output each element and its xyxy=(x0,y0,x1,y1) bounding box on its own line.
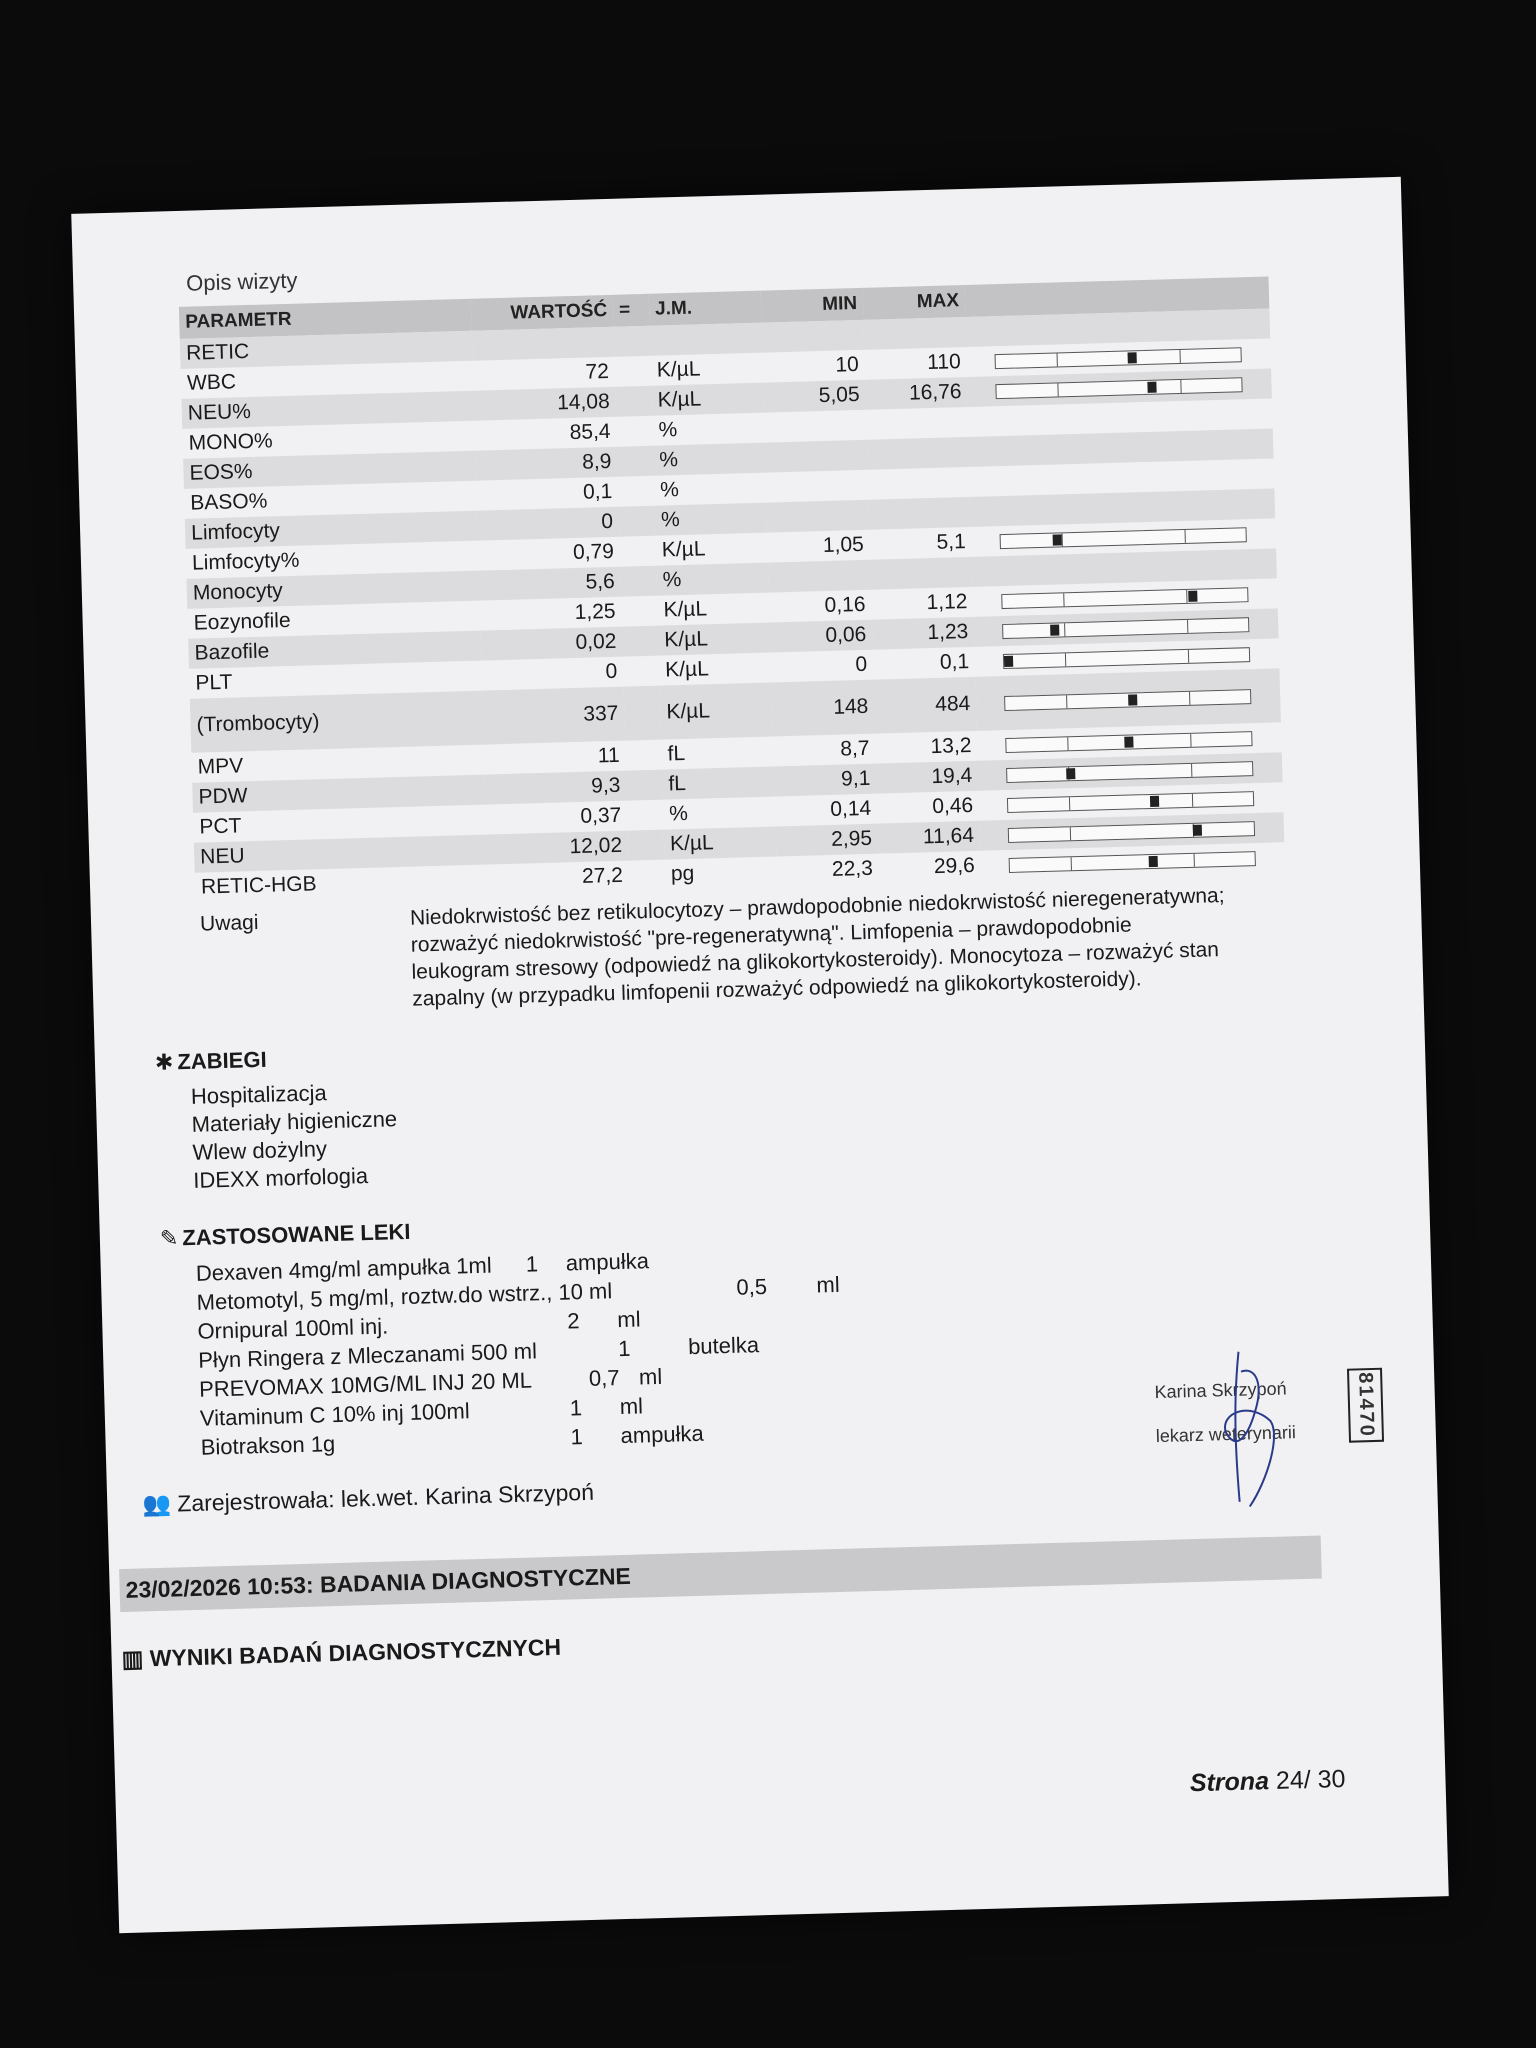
range-marker xyxy=(1149,855,1158,866)
param-eq xyxy=(618,476,655,507)
param-name: WBC xyxy=(186,370,237,395)
param-eq xyxy=(617,446,654,477)
med-unit: ml xyxy=(619,1393,644,1420)
param-max xyxy=(868,467,971,500)
stamp-name: Karina Skrzypoń xyxy=(1154,1378,1287,1403)
range-bar xyxy=(1001,587,1248,609)
param-unit: fL xyxy=(662,766,775,799)
chart-icon: ▥ xyxy=(121,1645,144,1673)
remarks-text: Niedokrwistość bez retikulocytozy – prawdopodobnie niedokrwistość nieregeneratywna; rozważyć niedokrwistość "pre-regeneratywną". Limfopenia – prawdopodobnie leukogram stresowy (odpowiedź na glikokortykosteroidy). Monocytoza – rozważyć stan zapalny (w przypadku limfopenii rozważyć odpowiedź na glikokortykosteroidy). xyxy=(409,883,1225,1011)
range-bar xyxy=(1000,527,1247,549)
param-eq xyxy=(619,536,656,567)
med-name: Płyn Ringera z Mleczanami 500 ml xyxy=(197,1338,538,1373)
param-value: 1,25 xyxy=(574,599,616,624)
param-eq xyxy=(616,416,653,447)
med-qty: 0,5 xyxy=(736,1273,768,1300)
param-unit: % xyxy=(668,801,689,826)
param-value: 0 xyxy=(477,507,620,541)
param-name: RETIC-HGB xyxy=(200,872,317,899)
med-name: Metomotyl, 5 mg/ml, roztw.do wstrz., 10 ml xyxy=(196,1278,613,1315)
param-eq xyxy=(614,326,651,357)
range-bar xyxy=(1009,851,1256,873)
param-value: 27,2 xyxy=(581,863,624,888)
param-min xyxy=(766,470,869,503)
param-eq xyxy=(629,860,666,891)
param-name: PCT xyxy=(199,814,242,839)
list-item: Wlew dożylny xyxy=(192,1136,328,1165)
results-title: WYNIKI BADAŃ DIAGNOSTYCZNYCH xyxy=(149,1633,562,1672)
param-eq xyxy=(628,830,665,861)
asterisk-icon: ✱ xyxy=(154,1049,174,1075)
med-unit: ampułka xyxy=(565,1248,650,1276)
param-max: 0,1 xyxy=(939,650,970,674)
param-max xyxy=(866,407,969,440)
document-content xyxy=(121,241,1307,1673)
param-min: 5,05 xyxy=(763,380,866,413)
param-eq xyxy=(622,626,659,657)
param-max: 11,64 xyxy=(878,821,981,854)
user-icon: 👥 xyxy=(141,1490,172,1518)
param-value: 8,9 xyxy=(475,447,618,481)
med-qty: 1 xyxy=(525,1251,539,1277)
med-qty: 1 xyxy=(569,1395,583,1421)
param-unit: K/µL xyxy=(661,537,706,562)
pill-icon: ✎ xyxy=(159,1225,179,1251)
med-qty: 1 xyxy=(617,1335,631,1362)
range-bar xyxy=(995,347,1242,369)
range-marker xyxy=(1189,590,1198,601)
param-min: 22,3 xyxy=(831,856,874,881)
med-name: Vitaminum C 10% inj 100ml xyxy=(199,1398,470,1431)
med-name: Dexaven 4mg/ml ampułka 1ml xyxy=(195,1252,493,1286)
list-item: Hospitalizacja xyxy=(190,1080,327,1109)
param-max xyxy=(864,317,967,350)
param-unit: % xyxy=(656,563,769,596)
range-bar xyxy=(1003,647,1250,669)
param-max: 16,76 xyxy=(865,377,968,410)
param-value: 85,4 xyxy=(569,419,611,445)
param-min: 2,95 xyxy=(776,824,879,857)
registered-by xyxy=(142,1459,1302,1518)
list-item: IDEXX morfologia xyxy=(192,1162,369,1193)
param-unit: % xyxy=(655,503,768,536)
param-value xyxy=(472,327,615,361)
visit-title: Opis wizyty xyxy=(185,267,298,296)
param-name: BASO% xyxy=(190,489,268,515)
header-unit: J.M. xyxy=(649,291,762,326)
range-marker xyxy=(1004,655,1013,666)
registered-text: Zarejestrowała: lek.wet. Karina Skrzypoń xyxy=(176,1478,595,1517)
param-name: Eozynofile xyxy=(193,608,291,635)
param-unit: pg xyxy=(670,861,695,886)
header-eq: = xyxy=(613,294,650,327)
medications-title: ZASTOSOWANE LEKI xyxy=(181,1218,411,1251)
param-min: 0,16 xyxy=(824,592,866,618)
param-min xyxy=(765,440,868,473)
param-unit: K/µL xyxy=(656,357,701,382)
param-value: 0 xyxy=(605,659,618,684)
remarks-section xyxy=(196,880,1289,1018)
med-qty: 1 xyxy=(570,1424,584,1450)
param-name: Limfocyty xyxy=(185,511,478,549)
param-value: 0,37 xyxy=(580,803,622,828)
range-bar xyxy=(1008,821,1255,843)
param-eq xyxy=(623,656,660,687)
procedures-title: ZABIEGI xyxy=(177,1046,267,1075)
param-max xyxy=(869,497,972,530)
param-min: 1,05 xyxy=(822,532,865,558)
remarks-label: Uwagi xyxy=(199,910,259,936)
param-min xyxy=(768,560,871,593)
param-max: 13,2 xyxy=(930,733,972,759)
page-value: 24/ 30 xyxy=(1275,1764,1346,1795)
param-eq xyxy=(615,386,652,417)
range-cell xyxy=(976,668,1281,730)
param-name: Monocyty xyxy=(186,571,479,609)
param-name: PLT xyxy=(195,670,233,695)
medications-list xyxy=(195,1228,1300,1462)
med-unit: ml xyxy=(616,1306,641,1333)
param-eq xyxy=(626,770,663,801)
param-max: 19,4 xyxy=(876,761,979,794)
header-param: PARAMETR xyxy=(179,299,472,339)
param-unit: % xyxy=(659,478,680,502)
param-unit: % xyxy=(653,443,766,476)
param-value: 9,3 xyxy=(484,771,627,805)
param-min: 0,14 xyxy=(829,796,872,821)
param-max: 0,46 xyxy=(931,793,974,819)
param-value: 337 xyxy=(482,687,625,745)
param-value: 11 xyxy=(597,743,620,768)
param-value: 14,08 xyxy=(473,387,616,421)
range-bar xyxy=(1005,731,1252,753)
param-value: 0,1 xyxy=(582,479,613,504)
param-name: NEU% xyxy=(181,391,474,429)
page-number xyxy=(1189,1765,1345,1798)
param-min: 0,06 xyxy=(770,620,873,653)
range-bar xyxy=(995,377,1242,399)
param-unit: fL xyxy=(667,741,686,766)
med-unit: butelka xyxy=(687,1332,760,1360)
param-eq xyxy=(614,356,651,387)
range-bar xyxy=(1006,761,1253,783)
param-value: 0,02 xyxy=(480,627,623,661)
param-eq xyxy=(619,506,656,537)
document-page xyxy=(71,177,1449,1933)
param-max: 484 xyxy=(874,677,977,734)
range-marker xyxy=(1128,352,1137,363)
param-name: NEU xyxy=(194,835,487,873)
param-unit: K/µL xyxy=(663,597,708,622)
range-marker xyxy=(1066,768,1075,779)
param-min xyxy=(764,410,867,443)
param-value: 5,6 xyxy=(478,567,621,601)
param-unit: K/µL xyxy=(664,657,710,682)
param-min: 10 xyxy=(835,352,860,377)
param-name: EOS% xyxy=(183,451,476,489)
stamp-number: 81470 xyxy=(1347,1368,1384,1443)
procedures-list xyxy=(191,1052,1294,1195)
range-marker xyxy=(1128,694,1137,705)
med-name: PREVOMAX 10MG/ML INJ 20 ML xyxy=(198,1367,533,1402)
param-unit: K/µL xyxy=(664,826,777,859)
param-name: MPV xyxy=(197,754,244,779)
range-marker xyxy=(1150,795,1159,806)
param-max: 5,1 xyxy=(936,530,967,554)
param-eq xyxy=(620,566,657,597)
param-value: 12,02 xyxy=(486,831,629,865)
range-marker xyxy=(1052,534,1061,545)
stamp-title: lekarz weterynarii xyxy=(1155,1422,1297,1447)
param-unit: K/µL xyxy=(651,383,764,416)
param-name: (Trombocyty) xyxy=(190,691,483,753)
param-max: 1,12 xyxy=(926,590,968,615)
param-name: Limfocyty% xyxy=(191,548,300,575)
param-min: 8,7 xyxy=(839,736,870,761)
param-max: 110 xyxy=(926,350,962,375)
param-max xyxy=(870,557,973,590)
diagnostics-bar: 23/02/2026 10:53: BADANIA DIAGNOSTYCZNE xyxy=(119,1536,1322,1613)
param-eq xyxy=(625,740,662,771)
med-qty: 0,7 xyxy=(588,1365,620,1391)
param-value: 72 xyxy=(585,359,610,384)
list-item: Materiały higieniczne xyxy=(191,1106,398,1137)
range-bar xyxy=(1007,791,1254,813)
lab-results-body xyxy=(180,308,1285,902)
param-value: 0,79 xyxy=(572,539,615,565)
param-eq xyxy=(624,686,661,741)
param-unit xyxy=(650,323,763,356)
param-min xyxy=(767,500,870,533)
param-name: MONO% xyxy=(188,429,273,455)
param-eq xyxy=(621,596,658,627)
param-max: 29,6 xyxy=(933,853,976,879)
param-min: 9,1 xyxy=(774,764,877,797)
lab-results-table xyxy=(179,276,1285,902)
signature-mark xyxy=(1193,1340,1298,1513)
range-marker xyxy=(1050,624,1059,635)
med-unit: ml xyxy=(638,1363,663,1390)
results-heading xyxy=(121,1613,1306,1673)
param-min xyxy=(762,320,865,353)
med-qty: 2 xyxy=(567,1308,580,1334)
med-unit: ampułka xyxy=(620,1420,705,1449)
header-value: WARTOŚĆ xyxy=(471,295,614,331)
param-unit: K/µL xyxy=(658,623,771,656)
param-min: 0 xyxy=(855,652,868,677)
page-label: Strona xyxy=(1189,1767,1270,1798)
param-name: RETIC xyxy=(180,331,473,369)
med-unit: ml xyxy=(816,1271,841,1298)
header-min: MIN xyxy=(761,288,864,323)
med-name: Biotrakson 1g xyxy=(200,1431,336,1460)
param-max xyxy=(867,437,970,470)
param-name: Bazofile xyxy=(188,631,481,669)
range-bar xyxy=(1004,689,1251,711)
param-unit: % xyxy=(658,418,678,442)
stamp-block xyxy=(1154,1358,1377,1484)
range-bar xyxy=(1002,617,1249,639)
param-max: 1,23 xyxy=(872,617,975,650)
header-max: MAX xyxy=(863,285,966,320)
param-unit: K/µL xyxy=(660,683,773,740)
range-marker xyxy=(1193,824,1202,835)
param-eq xyxy=(627,800,664,831)
range-marker xyxy=(1147,381,1156,392)
range-marker xyxy=(1124,736,1133,747)
param-min: 148 xyxy=(772,680,875,737)
med-name: Ornipural 100ml inj. xyxy=(197,1313,389,1344)
param-name: PDW xyxy=(192,775,485,813)
